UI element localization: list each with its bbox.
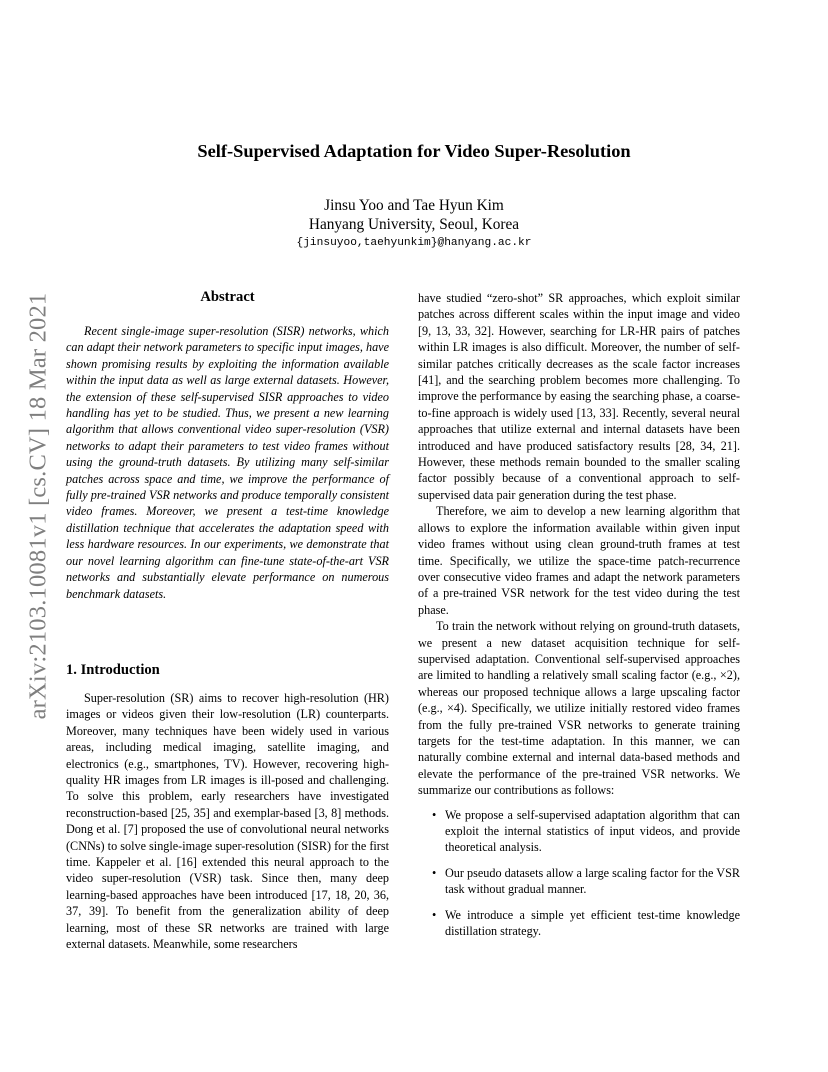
- author-email: {jinsuyoo,taehyunkim}@hanyang.ac.kr: [296, 237, 532, 249]
- introduction-heading: 1. Introduction: [66, 662, 160, 678]
- introduction-left-column: [66, 690, 389, 953]
- contribution-text: We introduce a simple yet efficient test-time knowledge distillation strategy.: [445, 907, 740, 939]
- paper-title: Self-Supervised Adaptation for Video Super-Resolution: [197, 141, 631, 161]
- list-item: [418, 865, 740, 898]
- bullet-icon: •: [432, 865, 437, 880]
- right-column: [418, 290, 740, 948]
- contributions-list: [418, 807, 740, 940]
- bullet-icon: •: [432, 907, 437, 922]
- intro-paragraph-3: To train the network without relying on ground-truth datasets, we present a new dataset acquisition technique for self-supervised adaptation. Conventional self-supervised approaches are limited to handling a relatively small scaling factor (e.g., ×2), whereas our proposed technique allows a large upscaling factor (e.g., ×4). Specifically, we utilize initially restored video frames from the fully pre-trained VSR networks to generate training targets for the test-time adaptation. In this manner, we can naturally combine external and internal data-based methods and elevate the performance of the pre-trained VSR networks. We summarize our contributions as follows:: [418, 619, 740, 798]
- author-affiliation: Hanyang University, Seoul, Korea: [308, 216, 520, 233]
- intro-paragraph-1: Super-resolution (SR) aims to recover high-resolution (HR) images or videos given their low-resolution (LR) counterparts. Moreover, many techniques have been widely used in various areas, including medical imaging, satellite imaging, and electronics (e.g., smartphones, TV). However, recovering high-quality HR images from LR images is ill-posed and challenging. To solve this problem, early researchers have investigated reconstruction-based [25, 35] and exemplar-based [3, 8] methods. Dong et al. [7] proposed the use of convolutional neural networks (CNNs) to solve single-image super-resolution (SISR) for the first time. Kappeler et al. [16] extended this neural approach to the video super-resolution (VSR) task. Since then, many deep learning-based approaches have been introduced [17, 18, 20, 36, 37, 39]. To benefit from the generalization ability of deep learning, most of these SR networks are trained with large external datasets. Meanwhile, some researchers: [66, 691, 389, 952]
- abstract-text: Recent single-image super-resolution (SISR) networks, which can adapt their network parameters to specific input images, have shown promising results by exploiting the information available within the input data as well as large external datasets. However, the extension of these self-supervised SISR approaches to video handling has yet to be studied. Thus, we present a new learning algorithm that allows conventional video super-resolution (VSR) networks to adapt their parameters to test video frames without using the ground-truth datasets. By utilizing many self-similar patches across space and time, we improve the performance of fully pre-trained VSR networks and produce temporally consistent video frames. Moreover, we present a test-time knowledge distillation technique that accelerates the adaptation speed with less hardware resources. In our experiments, we demonstrate that our novel learning algorithm can fine-tune state-of-the-art VSR networks and substantially elevate performance on numerous benchmark datasets.: [66, 324, 389, 601]
- abstract-heading: Abstract: [200, 289, 255, 305]
- intro-paragraph-2: Therefore, we aim to develop a new learning algorithm that allows to explore the information available within given input video frames without using clean ground-truth frames at test time. Specifically, we utilize the space-time patch-recurrence over consecutive video frames and adapt the network parameters of a pre-trained VSR network for the test video during the test phase.: [418, 504, 740, 617]
- list-item: [418, 807, 740, 856]
- author-names: Jinsu Yoo and Tae Hyun Kim: [324, 197, 504, 214]
- bullet-icon: •: [432, 807, 437, 822]
- contribution-text: We propose a self-supervised adaptation algorithm that can exploit the internal statistics of input videos, and provide theoretical analysis.: [445, 807, 740, 855]
- list-item: [418, 907, 740, 940]
- arxiv-id: arXiv:2103.10081v1 [cs.CV] 18 Mar 2021: [24, 292, 51, 720]
- arxiv-stamp: [21, 256, 55, 756]
- contribution-text: Our pseudo datasets allow a large scaling factor for the VSR task without gradual manner.: [445, 865, 740, 897]
- intro-paragraph-1-continued: have studied “zero-shot” SR approaches, which exploit similar patches across different scales within the input image and video [9, 13, 33, 32]. However, searching for LR-HR pairs of patches within LR images is also difficult. Moreover, the number of self-similar patches critically decreases as the scale factor increases [41], and the searching problem becomes more challenging. To improve the performance by easing the searching phase, a coarse-to-fine approach is widely used [13, 33]. Recently, several neural approaches that utilize external and internal datasets have been introduced and have produced satisfactory results [28, 34, 21]. However, these methods remain bounded to the smaller scaling factor possibly because of a conventional approach to self-supervised data pair generation during the test phase.: [418, 291, 740, 502]
